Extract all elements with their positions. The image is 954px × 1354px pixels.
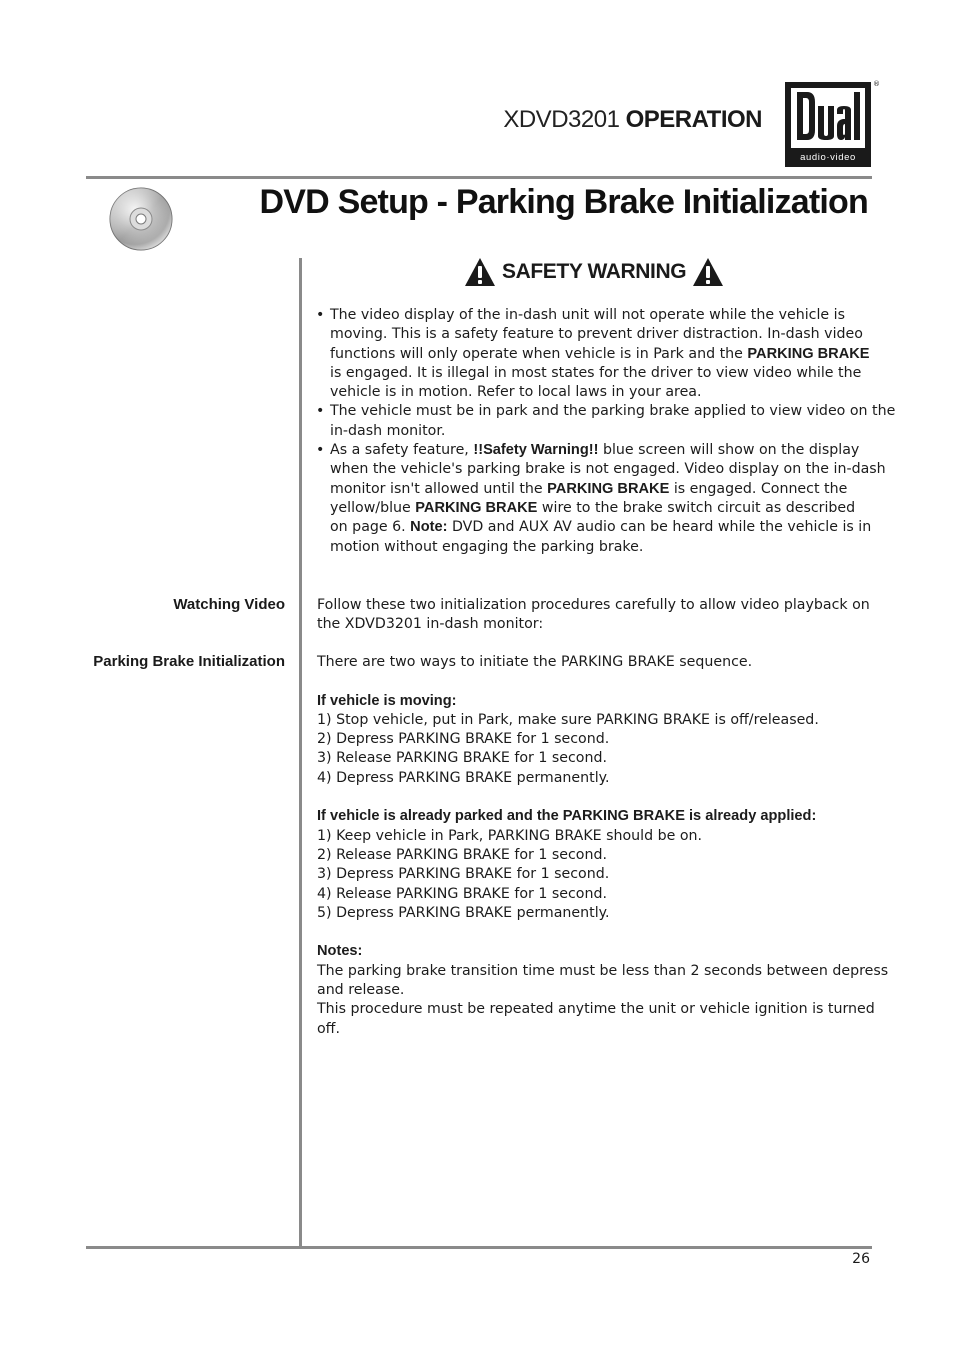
text-segment: yellow/blue <box>330 499 416 516</box>
step-line: 4) Depress PARKING BRAKE permanently. <box>317 769 610 786</box>
header-title <box>503 106 762 134</box>
top-divider <box>86 176 872 179</box>
text-segment: in-dash monitor. <box>330 422 446 439</box>
bullet-line <box>330 325 876 344</box>
text-segment: motion without engaging the parking brake. <box>330 538 644 555</box>
bullet-line <box>330 518 876 537</box>
page-number: 26 <box>852 1251 870 1267</box>
step-line: 3) Release PARKING BRAKE for 1 second. <box>317 750 607 767</box>
safety-bullet <box>316 441 886 557</box>
bold-segment: PARKING BRAKE <box>415 499 538 516</box>
notes-heading: Notes: <box>317 943 363 960</box>
paragraph-line: Follow these two initialization procedures carefully to allow video playback on <box>317 597 870 613</box>
safety-bullet <box>316 306 876 402</box>
watching-video-text <box>317 596 877 635</box>
moving-heading: If vehicle is moving: <box>317 692 457 709</box>
note-line: The parking brake transition time must be less than 2 seconds between depress <box>317 962 889 979</box>
bullet-line <box>330 383 876 402</box>
text-segment: functions will only operate when vehicle is in Park and the <box>330 345 748 362</box>
bold-segment: Note: <box>410 519 448 536</box>
bold-segment: PARKING BRAKE <box>747 345 870 362</box>
text-segment: wire to the brake switch circuit as described <box>537 499 856 516</box>
safety-warning-label: SAFETY WARNING <box>502 260 687 283</box>
warning-triangle-icon <box>692 256 724 288</box>
bullet-line <box>330 402 896 421</box>
paragraph-line: the XDVD3201 in-dash monitor: <box>317 616 544 633</box>
bullet-line <box>330 306 876 325</box>
intro-line: There are two ways to initiate the PARKING BRAKE sequence. <box>317 654 753 670</box>
text-segment: As a safety feature, <box>330 442 474 459</box>
bullet-line <box>330 538 876 557</box>
safety-warning-heading <box>464 254 724 290</box>
text-segment: on page 6. <box>330 519 411 536</box>
safety-bullet <box>316 402 896 441</box>
text-segment: The video display of the in-dash unit will not operate while the vehicle is <box>330 307 845 323</box>
step-line: 2) Release PARKING BRAKE for 1 second. <box>317 846 607 863</box>
registered-mark: ® <box>873 80 880 88</box>
step-line: 3) Depress PARKING BRAKE for 1 second. <box>317 866 610 883</box>
section-name: OPERATION <box>625 106 762 133</box>
text-segment: is engaged. Connect the <box>669 480 848 497</box>
safety-warning-bullets <box>316 306 896 557</box>
text-segment: monitor isn't allowed until the <box>330 480 548 497</box>
bullet-line <box>330 441 876 460</box>
text-segment: is engaged. It is illegal in most states for the driver to view video while the <box>330 364 862 381</box>
step-line: 5) Depress PARKING BRAKE permanently. <box>317 904 610 921</box>
note-line: off. <box>317 1020 340 1037</box>
warning-triangle-icon <box>464 256 496 288</box>
step-line: 2) Depress PARKING BRAKE for 1 second. <box>317 731 610 748</box>
parking-brake-label: Parking Brake Initialization <box>93 653 285 670</box>
step-line: 1) Stop vehicle, put in Park, make sure PARKING BRAKE is off/released. <box>317 711 819 728</box>
text-segment: vehicle is in motion. Refer to local laws in your area. <box>330 384 702 401</box>
bullet-line <box>330 460 886 479</box>
parking-brake-text <box>317 653 889 1039</box>
note-line: This procedure must be repeated anytime the unit or vehicle ignition is turned <box>317 1001 875 1018</box>
dvd-disc-icon <box>108 186 174 252</box>
text-segment: when the vehicle's parking brake is not engaged. Video display on the in-dash <box>330 461 886 478</box>
bullet-line <box>330 364 876 383</box>
bold-segment: PARKING BRAKE <box>547 480 670 497</box>
text-segment: DVD and AUX AV audio can be heard while the vehicle is in <box>447 519 872 536</box>
text-segment: The vehicle must be in park and the parking brake applied to view video on the <box>330 403 896 420</box>
bullet-line <box>330 345 876 364</box>
text-segment: moving. This is a safety feature to prevent driver distraction. In-dash video <box>330 326 863 343</box>
parked-heading: If vehicle is already parked and the PARKING BRAKE is already applied: <box>317 808 817 825</box>
model-name: XDVD3201 <box>503 106 620 133</box>
bold-segment: !!Safety Warning!! <box>473 442 599 459</box>
column-divider <box>299 258 302 1248</box>
bullet-line <box>330 422 876 441</box>
note-line: and release. <box>317 982 405 999</box>
watching-video-label: Watching Video <box>173 596 285 613</box>
dual-logo <box>785 82 871 167</box>
bottom-divider <box>86 1246 872 1249</box>
page-title: DVD Setup - Parking Brake Initialization <box>259 183 868 221</box>
bullet-line <box>330 499 876 518</box>
step-line: 1) Keep vehicle in Park, PARKING BRAKE should be on. <box>317 827 703 844</box>
logo-subtext: audio·video <box>800 152 856 163</box>
bullet-line <box>330 480 876 499</box>
text-segment: blue screen will show on the display <box>598 442 860 459</box>
step-line: 4) Release PARKING BRAKE for 1 second. <box>317 885 607 902</box>
